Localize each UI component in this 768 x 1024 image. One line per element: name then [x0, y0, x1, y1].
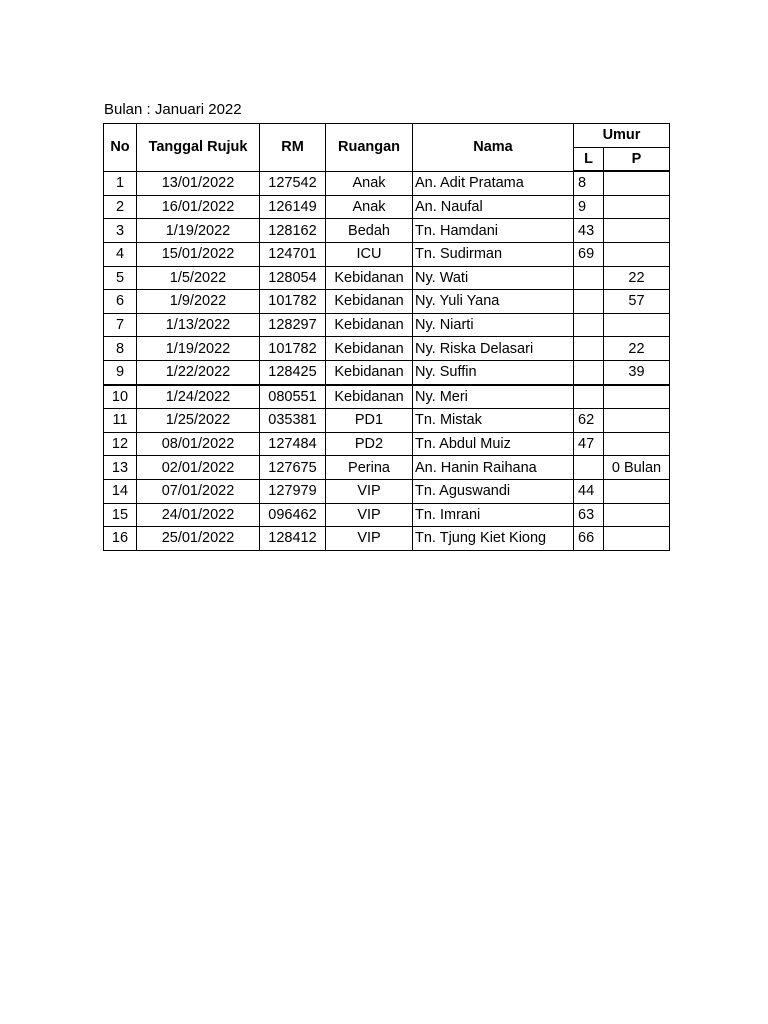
cell-no: 15	[104, 503, 137, 527]
table-row	[104, 385, 670, 409]
cell-umur-l	[574, 385, 604, 409]
header-umur-l: L	[574, 147, 604, 171]
cell-rm: 127484	[260, 432, 326, 456]
cell-tanggal-rujuk: 15/01/2022	[137, 242, 260, 266]
cell-ruangan: ICU	[326, 242, 413, 266]
table-body	[104, 171, 670, 550]
cell-umur-l	[574, 456, 604, 480]
cell-ruangan: Anak	[326, 195, 413, 219]
cell-umur-l: 69	[574, 242, 604, 266]
table-row	[104, 360, 670, 384]
cell-no: 11	[104, 409, 137, 433]
cell-tanggal-rujuk: 07/01/2022	[137, 479, 260, 503]
cell-no: 14	[104, 479, 137, 503]
cell-ruangan: Perina	[326, 456, 413, 480]
cell-tanggal-rujuk: 1/13/2022	[137, 313, 260, 337]
cell-no: 9	[104, 360, 137, 384]
cell-rm: 126149	[260, 195, 326, 219]
cell-umur-l	[574, 360, 604, 384]
cell-nama: An. Adit Pratama	[413, 171, 574, 195]
header-rm: RM	[260, 124, 326, 172]
cell-tanggal-rujuk: 16/01/2022	[137, 195, 260, 219]
cell-no: 16	[104, 527, 137, 551]
cell-ruangan: VIP	[326, 479, 413, 503]
cell-umur-p: 22	[604, 337, 670, 361]
cell-umur-p	[604, 385, 670, 409]
cell-tanggal-rujuk: 1/5/2022	[137, 266, 260, 290]
cell-no: 13	[104, 456, 137, 480]
cell-no: 1	[104, 171, 137, 195]
cell-nama: Ny. Suffin	[413, 360, 574, 384]
cell-ruangan: Anak	[326, 171, 413, 195]
cell-tanggal-rujuk: 24/01/2022	[137, 503, 260, 527]
cell-nama: Ny. Meri	[413, 385, 574, 409]
header-ruangan: Ruangan	[326, 124, 413, 172]
cell-ruangan: Bedah	[326, 219, 413, 243]
cell-no: 7	[104, 313, 137, 337]
cell-rm: 127675	[260, 456, 326, 480]
cell-nama: Tn. Mistak	[413, 409, 574, 433]
cell-umur-l	[574, 266, 604, 290]
table-row	[104, 266, 670, 290]
cell-tanggal-rujuk: 1/22/2022	[137, 360, 260, 384]
cell-rm: 080551	[260, 385, 326, 409]
table-row	[104, 195, 670, 219]
cell-tanggal-rujuk: 1/19/2022	[137, 337, 260, 361]
table-header	[104, 124, 670, 172]
cell-ruangan: Kebidanan	[326, 360, 413, 384]
table-row	[104, 219, 670, 243]
table-row	[104, 456, 670, 480]
cell-umur-p	[604, 195, 670, 219]
cell-umur-l: 47	[574, 432, 604, 456]
cell-tanggal-rujuk: 02/01/2022	[137, 456, 260, 480]
table-row	[104, 527, 670, 551]
cell-umur-p	[604, 503, 670, 527]
cell-nama: Tn. Aguswandi	[413, 479, 574, 503]
cell-no: 4	[104, 242, 137, 266]
header-no: No	[104, 124, 137, 172]
header-umur-p: P	[604, 147, 670, 171]
cell-ruangan: VIP	[326, 527, 413, 551]
cell-rm: 035381	[260, 409, 326, 433]
cell-ruangan: Kebidanan	[326, 313, 413, 337]
cell-no: 6	[104, 290, 137, 314]
cell-umur-l: 63	[574, 503, 604, 527]
cell-tanggal-rujuk: 08/01/2022	[137, 432, 260, 456]
cell-umur-p	[604, 527, 670, 551]
cell-tanggal-rujuk: 25/01/2022	[137, 527, 260, 551]
cell-nama: An. Naufal	[413, 195, 574, 219]
cell-umur-l: 66	[574, 527, 604, 551]
table-row	[104, 171, 670, 195]
table-row	[104, 409, 670, 433]
cell-ruangan: Kebidanan	[326, 337, 413, 361]
cell-nama: Tn. Tjung Kiet Kiong	[413, 527, 574, 551]
cell-umur-l	[574, 337, 604, 361]
table-row	[104, 290, 670, 314]
cell-no: 5	[104, 266, 137, 290]
cell-nama: Ny. Riska Delasari	[413, 337, 574, 361]
cell-umur-l: 8	[574, 171, 604, 195]
cell-no: 2	[104, 195, 137, 219]
cell-umur-p: 57	[604, 290, 670, 314]
cell-nama: Ny. Niarti	[413, 313, 574, 337]
cell-umur-p	[604, 313, 670, 337]
cell-umur-p	[604, 219, 670, 243]
cell-umur-l: 9	[574, 195, 604, 219]
table-row	[104, 432, 670, 456]
cell-umur-l: 43	[574, 219, 604, 243]
cell-tanggal-rujuk: 1/24/2022	[137, 385, 260, 409]
cell-rm: 127979	[260, 479, 326, 503]
cell-ruangan: Kebidanan	[326, 385, 413, 409]
cell-rm: 101782	[260, 337, 326, 361]
cell-tanggal-rujuk: 1/9/2022	[137, 290, 260, 314]
referral-table	[103, 123, 670, 551]
cell-umur-p	[604, 479, 670, 503]
cell-umur-p: 22	[604, 266, 670, 290]
cell-umur-p	[604, 171, 670, 195]
table-caption: Bulan : Januari 2022	[104, 101, 242, 118]
cell-rm: 128054	[260, 266, 326, 290]
cell-umur-p	[604, 409, 670, 433]
cell-umur-p: 0 Bulan	[604, 456, 670, 480]
cell-ruangan: Kebidanan	[326, 290, 413, 314]
cell-umur-p: 39	[604, 360, 670, 384]
cell-umur-l: 44	[574, 479, 604, 503]
cell-rm: 128412	[260, 527, 326, 551]
cell-rm: 128297	[260, 313, 326, 337]
cell-no: 8	[104, 337, 137, 361]
cell-ruangan: PD1	[326, 409, 413, 433]
header-umur: Umur	[574, 124, 670, 148]
cell-nama: Tn. Imrani	[413, 503, 574, 527]
cell-rm: 124701	[260, 242, 326, 266]
cell-umur-l	[574, 313, 604, 337]
cell-nama: Tn. Hamdani	[413, 219, 574, 243]
cell-no: 10	[104, 385, 137, 409]
header-tanggal-rujuk: Tanggal Rujuk	[137, 124, 260, 172]
cell-no: 3	[104, 219, 137, 243]
cell-rm: 128162	[260, 219, 326, 243]
cell-tanggal-rujuk: 1/19/2022	[137, 219, 260, 243]
cell-nama: Ny. Yuli Yana	[413, 290, 574, 314]
cell-ruangan: Kebidanan	[326, 266, 413, 290]
cell-rm: 127542	[260, 171, 326, 195]
cell-rm: 096462	[260, 503, 326, 527]
cell-nama: Tn. Abdul Muiz	[413, 432, 574, 456]
cell-rm: 128425	[260, 360, 326, 384]
cell-no: 12	[104, 432, 137, 456]
cell-umur-l	[574, 290, 604, 314]
table-row	[104, 242, 670, 266]
table-row	[104, 337, 670, 361]
cell-tanggal-rujuk: 1/25/2022	[137, 409, 260, 433]
cell-nama: Tn. Sudirman	[413, 242, 574, 266]
table-row	[104, 479, 670, 503]
table-row	[104, 503, 670, 527]
cell-rm: 101782	[260, 290, 326, 314]
header-nama: Nama	[413, 124, 574, 172]
cell-tanggal-rujuk: 13/01/2022	[137, 171, 260, 195]
cell-ruangan: PD2	[326, 432, 413, 456]
cell-nama: An. Hanin Raihana	[413, 456, 574, 480]
cell-umur-p	[604, 242, 670, 266]
cell-nama: Ny. Wati	[413, 266, 574, 290]
table-row	[104, 313, 670, 337]
cell-umur-p	[604, 432, 670, 456]
cell-umur-l: 62	[574, 409, 604, 433]
cell-ruangan: VIP	[326, 503, 413, 527]
